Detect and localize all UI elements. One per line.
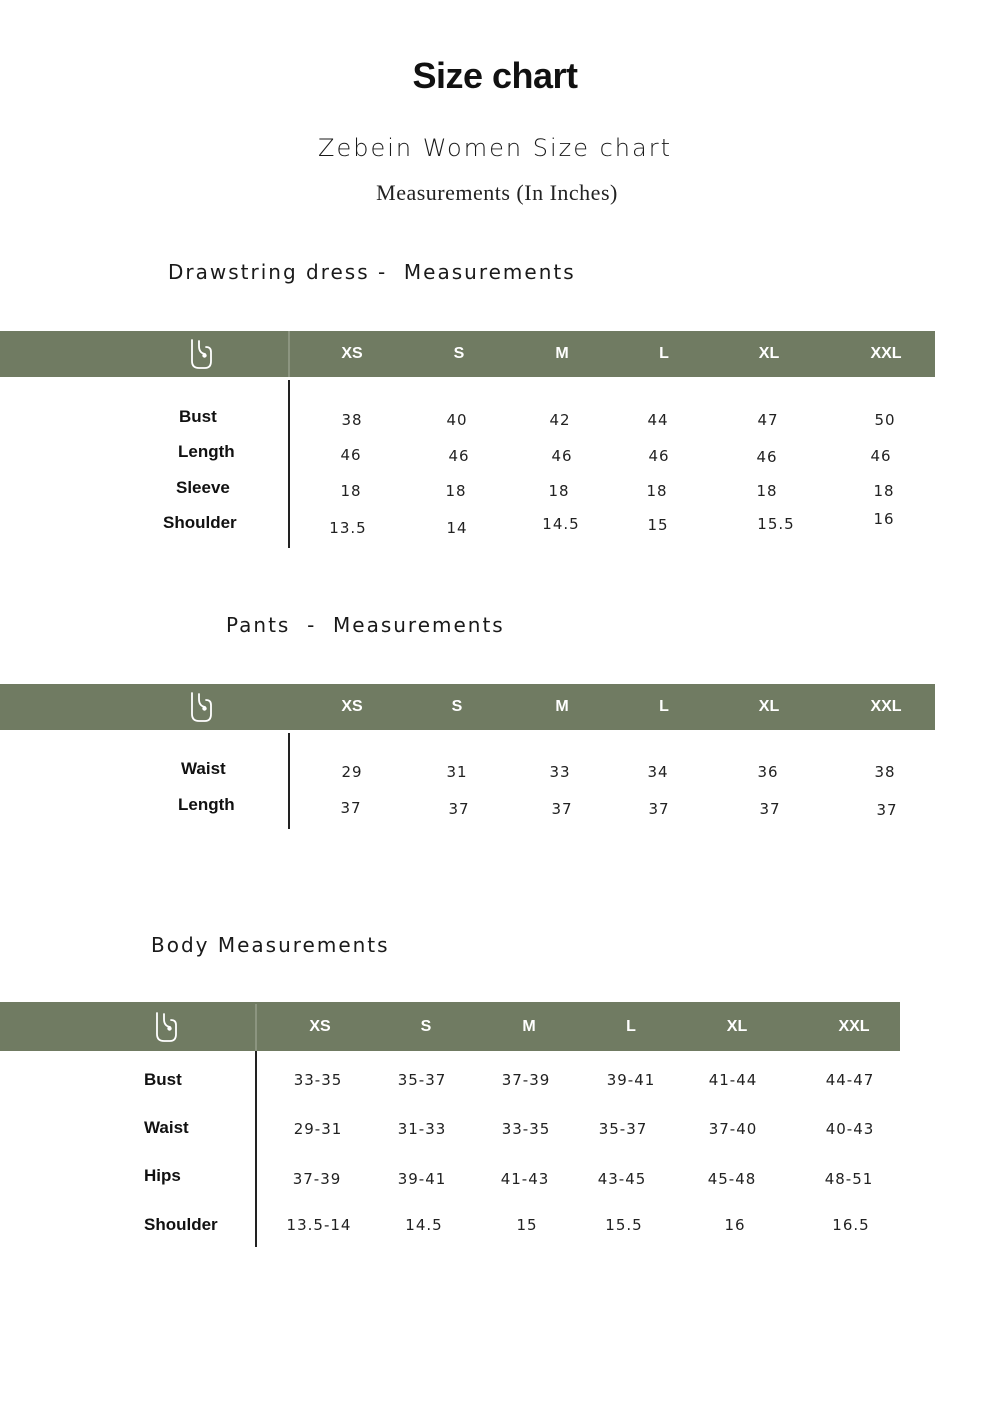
body-cell: 37-39 [501, 1071, 551, 1089]
body-cell: 35-37 [397, 1071, 447, 1089]
body-size-xl: XL [726, 1018, 748, 1035]
units-note: Measurements (In Inches) [376, 180, 618, 205]
body-cell: 35-37 [598, 1120, 648, 1138]
body-size-s: S [420, 1018, 432, 1035]
body-size-m: M [522, 1018, 536, 1035]
pants-cell: 37 [759, 800, 781, 818]
dress-row-label: Shoulder [163, 513, 237, 532]
pants-size-xs: XS [341, 698, 363, 715]
body-cell: 14.5 [405, 1216, 443, 1234]
body-cell: 39-41 [606, 1071, 656, 1089]
body-cell: 43-45 [597, 1170, 647, 1188]
pants-size-m: M [555, 698, 569, 715]
body-row-label: Waist [144, 1118, 189, 1137]
dress-size-xs: XS [341, 345, 363, 362]
pants-size-xxl: XXL [870, 698, 902, 715]
pants-row-label: Waist [181, 759, 226, 778]
pants-cell: 37 [551, 800, 573, 818]
body-size-xs: XS [309, 1018, 331, 1035]
body-cell: 41-44 [708, 1071, 758, 1089]
body-cell: 16.5 [832, 1216, 870, 1234]
body-cell: 33-35 [501, 1120, 551, 1138]
body-header-divider [255, 1004, 257, 1051]
dress-label-divider [288, 380, 290, 548]
dress-cell: 46 [551, 447, 573, 465]
page-subtitle: Zebein Women Size chart [318, 134, 672, 162]
dress-cell: 18 [340, 482, 362, 500]
pants-cell: 37 [876, 801, 898, 819]
dress-cell: 38 [341, 411, 363, 429]
body-cell: 13.5-14 [286, 1216, 352, 1234]
dress-cell: 18 [873, 482, 895, 500]
dress-cell: 14 [446, 519, 468, 537]
pants-cell: 38 [874, 763, 896, 781]
dress-section-title: Drawstring dress - Measurements [168, 260, 576, 284]
dress-row-label: Sleeve [176, 478, 230, 497]
dress-size-xl: XL [758, 345, 780, 362]
dress-row-label: Bust [179, 407, 217, 426]
pants-cell: 33 [549, 763, 571, 781]
body-cell: 37-39 [292, 1170, 342, 1188]
body-cell: 44-47 [825, 1071, 875, 1089]
dress-cell: 46 [340, 446, 362, 464]
dress-row-label: Length [178, 442, 235, 461]
pants-size-xl: XL [758, 698, 780, 715]
body-size-l: L [626, 1018, 636, 1035]
dress-cell: 42 [549, 411, 571, 429]
dress-cell: 18 [548, 482, 570, 500]
pants-cell: 37 [448, 800, 470, 818]
dress-size-m: M [555, 345, 569, 362]
body-cell: 15 [516, 1216, 538, 1234]
dress-size-xxl: XXL [870, 345, 902, 362]
pants-row-label: Length [178, 795, 235, 814]
body-cell: 41-43 [500, 1170, 550, 1188]
dress-cell: 46 [448, 447, 470, 465]
dress-cell: 15.5 [757, 515, 795, 533]
body-cell: 48-51 [824, 1170, 874, 1188]
body-cell: 39-41 [397, 1170, 447, 1188]
body-row-label: Hips [144, 1166, 181, 1185]
dress-cell: 18 [756, 482, 778, 500]
dress-cell: 46 [756, 448, 778, 466]
body-cell: 29-31 [293, 1120, 343, 1138]
page-title: Size chart [412, 55, 578, 96]
body-cell: 37-40 [708, 1120, 758, 1138]
body-section-title: Body Measurements [151, 933, 390, 957]
pants-section-title: Pants - Measurements [226, 613, 505, 637]
dress-cell: 15 [647, 516, 669, 534]
dress-cell: 46 [870, 447, 892, 465]
dress-cell: 46 [648, 447, 670, 465]
body-cell: 45-48 [707, 1170, 757, 1188]
dress-header-divider [288, 331, 290, 377]
body-cell: 16 [724, 1216, 746, 1234]
body-size-xxl: XXL [838, 1018, 870, 1035]
body-cell: 40-43 [825, 1120, 875, 1138]
dress-cell: 50 [874, 411, 896, 429]
body-cell: 31-33 [397, 1120, 447, 1138]
body-cell: 33-35 [293, 1071, 343, 1089]
dress-cell: 40 [446, 411, 468, 429]
pants-cell: 31 [446, 763, 468, 781]
dress-cell: 13.5 [329, 519, 367, 537]
dress-cell: 47 [757, 411, 779, 429]
pants-size-l: L [659, 698, 669, 715]
dress-cell: 18 [646, 482, 668, 500]
dress-size-s: S [453, 345, 465, 362]
dress-cell: 18 [445, 482, 467, 500]
pants-cell: 34 [647, 763, 669, 781]
pants-label-divider [288, 733, 290, 829]
pants-cell: 29 [341, 763, 363, 781]
body-cell: 15.5 [605, 1216, 643, 1234]
dress-size-l: L [659, 345, 669, 362]
body-row-label: Shoulder [144, 1215, 218, 1234]
pants-size-s: S [451, 698, 463, 715]
pants-cell: 36 [757, 763, 779, 781]
pants-cell: 37 [648, 800, 670, 818]
measuring-tape-icon [188, 337, 214, 375]
dress-cell: 16 [873, 510, 895, 528]
body-label-divider [255, 1051, 257, 1247]
measuring-tape-icon [188, 690, 214, 728]
measuring-tape-icon [153, 1010, 179, 1048]
dress-cell: 14.5 [542, 515, 580, 533]
dress-cell: 44 [647, 411, 669, 429]
body-row-label: Bust [144, 1070, 182, 1089]
pants-cell: 37 [340, 799, 362, 817]
